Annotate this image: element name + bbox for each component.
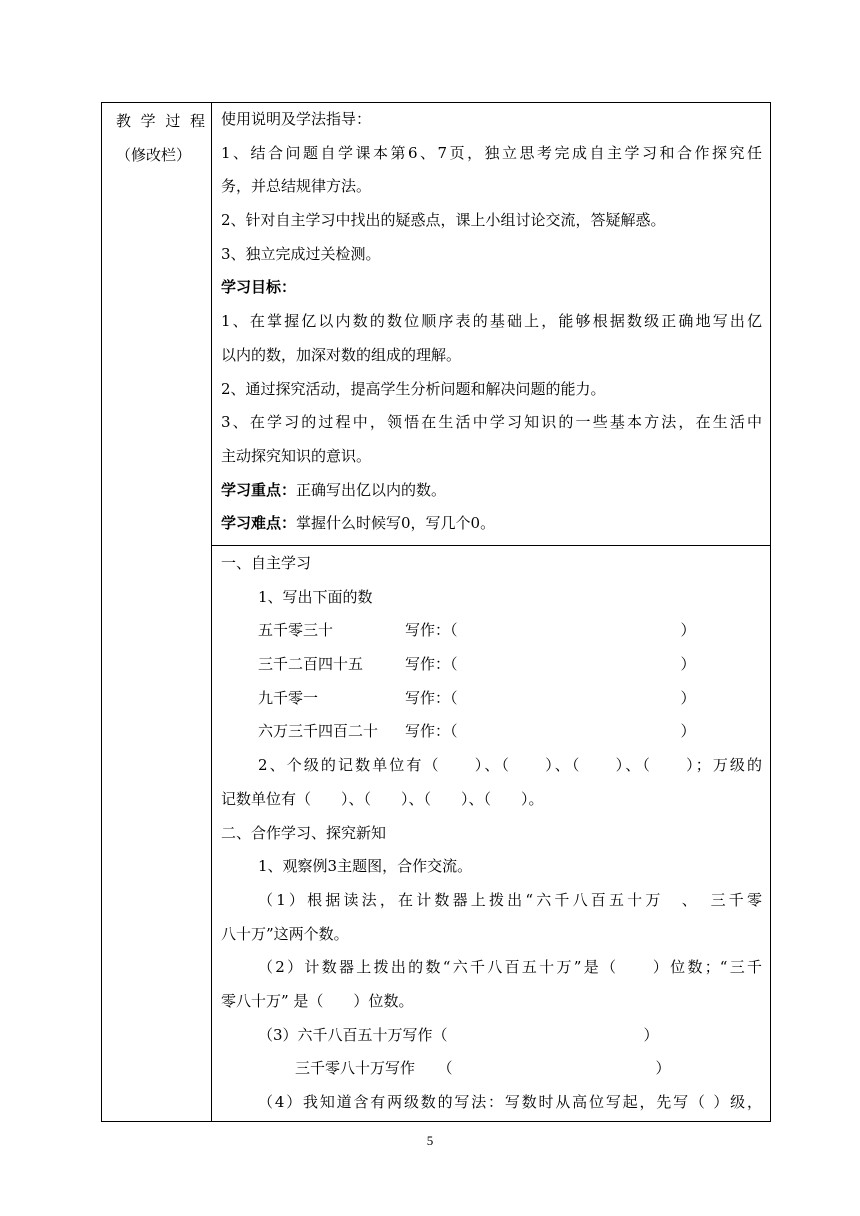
difficulty-heading: 学习难点：	[221, 514, 297, 533]
cooperative-s3b	[221, 1052, 762, 1086]
cooperative-heading: 二、合作学习、探究新知	[221, 823, 387, 842]
s3b-text: 三千零八十万写作 （	[295, 1059, 453, 1078]
write-prompt: 写作：（	[405, 688, 458, 707]
exercise-content	[212, 546, 770, 1120]
label-cell	[102, 103, 212, 1122]
number-word: 六万三千四百二十	[258, 722, 379, 741]
cooperative-s1b: 八十万”这两个数。	[221, 924, 349, 943]
close-paren: ）	[680, 688, 696, 707]
number-word: 五千零三十	[258, 621, 334, 640]
difficulty	[221, 507, 762, 541]
goals-heading: 学习目标：	[221, 278, 297, 297]
label-revision-column: （修改栏）	[116, 146, 192, 164]
self-study-q2b: 记数单位有（ ）、（ ）、（ ）、（ ）。	[221, 789, 544, 808]
key-point-heading: 学习重点：	[221, 480, 297, 499]
goal-1b: 以内的数，加深对数的组成的理解。	[221, 345, 462, 364]
cooperative-s4: （4）我知道含有两级数的写法：写数时从高位写起，先写（ ）级，	[258, 1093, 762, 1111]
self-study-q1: 1、写出下面的数	[258, 587, 373, 606]
instructions-heading: 使用说明及学法指导：	[221, 110, 372, 128]
number-item	[221, 614, 762, 648]
goal-3b: 主动探究知识的意识。	[221, 446, 372, 465]
lesson-table	[101, 102, 771, 1122]
cooperative-q1: 1、观察例3主题图，合作交流。	[258, 857, 473, 876]
guidance-cell	[212, 103, 771, 546]
close-paren: ）	[680, 655, 696, 674]
goal-2: 2、通过探究活动，提高学生分析问题和解决问题的能力。	[221, 379, 606, 398]
instruction-item-3: 3、独立完成过关检测。	[221, 244, 381, 263]
answer-blank[interactable]	[458, 648, 681, 682]
number-item	[221, 682, 762, 716]
answer-blank[interactable]	[458, 715, 681, 749]
self-study-heading: 一、自主学习	[221, 554, 312, 572]
number-word: 三千二百四十五	[258, 655, 364, 674]
answer-blank[interactable]	[458, 682, 681, 716]
instruction-item-1b: 务，并总结规律方法。	[221, 177, 372, 196]
s3-text: （3）六千八百五十万写作（	[258, 1025, 448, 1044]
page-number: 5	[426, 1133, 434, 1148]
number-item	[221, 648, 762, 682]
cooperative-s1a: （1）根据读法，在计数器上拨出“六千八百五十万 、 三千零	[258, 890, 762, 909]
number-item	[221, 715, 762, 749]
goal-3a: 3、在学习的过程中，领悟在生活中学习知识的一些基本方法，在生活中	[221, 413, 762, 432]
close-paren: ）	[680, 722, 696, 741]
key-point	[221, 474, 762, 508]
s3-close: ）	[643, 1025, 659, 1044]
answer-blank[interactable]	[458, 614, 681, 648]
self-study-q2a: 2、个级的记数单位有（ ）、（ ）、（ ）、（ ）；万级的	[258, 756, 762, 775]
close-paren: ）	[680, 621, 696, 640]
cooperative-s3	[221, 1019, 762, 1053]
difficulty-text: 掌握什么时候写0，写几个0。	[296, 514, 496, 533]
exercise-cell	[212, 546, 771, 1122]
goal-1a: 1、在掌握亿以内数的数位顺序表的基础上，能够根据数级正确地写出亿	[221, 312, 762, 331]
cooperative-s2b: 零八十万” 是（ ）位数。	[221, 991, 414, 1010]
instruction-item-2: 2、针对自主学习中找出的疑惑点，课上小组讨论交流，答疑解惑。	[221, 211, 666, 230]
write-prompt: 写作：（	[405, 722, 458, 741]
instruction-item-1a: 1、结合问题自学课本第6、7页，独立思考完成自主学习和合作探究任	[221, 143, 762, 162]
label-teaching-process: 教学过程	[116, 112, 205, 130]
write-prompt: 写作：（	[405, 621, 458, 640]
guidance-content	[212, 103, 770, 541]
write-prompt: 写作：（	[405, 655, 458, 674]
s3b-close: ）	[655, 1059, 671, 1078]
cooperative-s2a: （2）计数器上拨出的数“六千八百五十万”是（ ）位数；“三千	[258, 958, 762, 977]
key-point-text: 正确写出亿以内的数。	[296, 480, 447, 499]
number-word: 九千零一	[258, 688, 319, 707]
